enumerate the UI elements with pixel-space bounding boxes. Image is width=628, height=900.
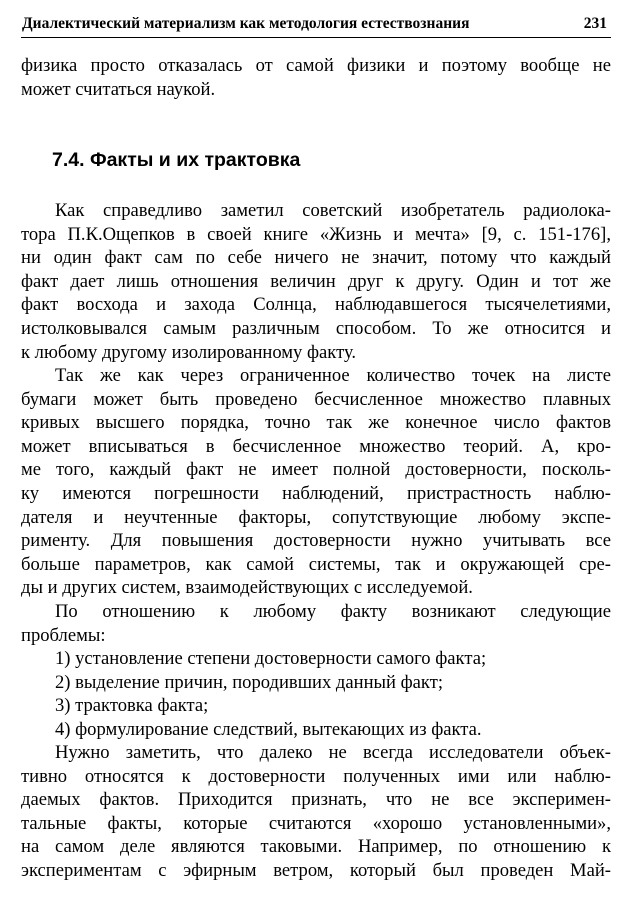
text-line: тора П.К.Ощепков в своей книге «Жизнь и мечта» [9, с. 151-176], <box>21 223 611 245</box>
text-line: проблемы: <box>21 624 106 646</box>
text-line: факт восхода и захода Солнца, наблюдавшегося тысячелетиями, <box>21 294 611 316</box>
list-item: 4) формулирование следствий, вытекающих из факта. <box>55 718 482 740</box>
text-line: Так же как через ограниченное количество точек на листе <box>55 365 611 386</box>
text-line: кривых высшего порядка, точно так же конечное число фактов <box>21 412 611 434</box>
text-line: экспериментам с эфирным ветром, который был проведен Май- <box>21 859 611 881</box>
text-line: Как справедливо заметил советский изобретатель радиолока- <box>55 200 611 221</box>
text-line: даемых фактов. Приходится признать, что не все эксперимен- <box>21 789 611 811</box>
intro-paragraph <box>21 54 611 101</box>
text-line: к любому другому изолированному факту. <box>21 341 357 363</box>
page-number: 231 <box>583 15 607 32</box>
text-line: на самом деле являются таковыми. Например, по отношению к <box>21 836 611 858</box>
paragraph-3 <box>21 600 611 647</box>
text-line: ни один факт сам по себе ничего не значит, потому что каждый <box>21 247 611 269</box>
text-line: дателя и неучтенные факторы, сопутствующие любому экспе- <box>21 506 611 528</box>
text-line: По отношению к любому факту возникают следующие <box>55 601 611 622</box>
text-line: бумаги может быть проведено бесчисленное множество плавных <box>21 388 611 410</box>
running-header <box>21 11 611 38</box>
text-line: может вписываться в бесчисленное множество теорий. А, кро- <box>21 435 611 457</box>
section-heading: 7.4. Факты и их трактовка <box>52 149 301 171</box>
text-line: ды и других систем, взаимодействующих с исследуемой. <box>21 577 473 599</box>
text-line: ку имеются погрешности наблюдений, пристрастность наблю- <box>21 482 611 504</box>
text-line: ме того, каждый факт не имеет полной достоверности, посколь- <box>21 459 611 481</box>
running-header-title: Диалектический материализм как методология естествознания <box>22 15 470 32</box>
paragraph-4 <box>21 741 611 883</box>
text-line: больше параметров, как самой системы, так и окружающей сре- <box>21 553 611 575</box>
text-line: рименту. Для повышения достоверности нужно учитывать все <box>21 530 611 552</box>
text-line: факт дает лишь отношения величин друг к другу. Один и тот же <box>21 270 611 292</box>
text-line: истолковывался самым различным способом. То же относится и <box>21 317 611 339</box>
list-item: 2) выделение причин, породивших данный факт; <box>55 671 443 693</box>
text-line: физика просто отказалась от самой физики и поэтому вообще не <box>21 55 611 76</box>
list-item: 3) трактовка факта; <box>55 695 209 717</box>
text-line: тальные факты, которые считаются «хорошо установленными», <box>21 812 611 834</box>
list-item: 1) установление степени достоверности самого факта; <box>55 648 487 669</box>
paragraph-1 <box>21 199 611 364</box>
paragraph-2 <box>21 364 611 600</box>
text-line: тивно относятся к достоверности полученных ими или наблю- <box>21 765 611 787</box>
problem-list <box>21 647 611 741</box>
text-line: может считаться наукой. <box>21 78 216 100</box>
text-line: Нужно заметить, что далеко не всегда исследователи объек- <box>55 742 611 763</box>
